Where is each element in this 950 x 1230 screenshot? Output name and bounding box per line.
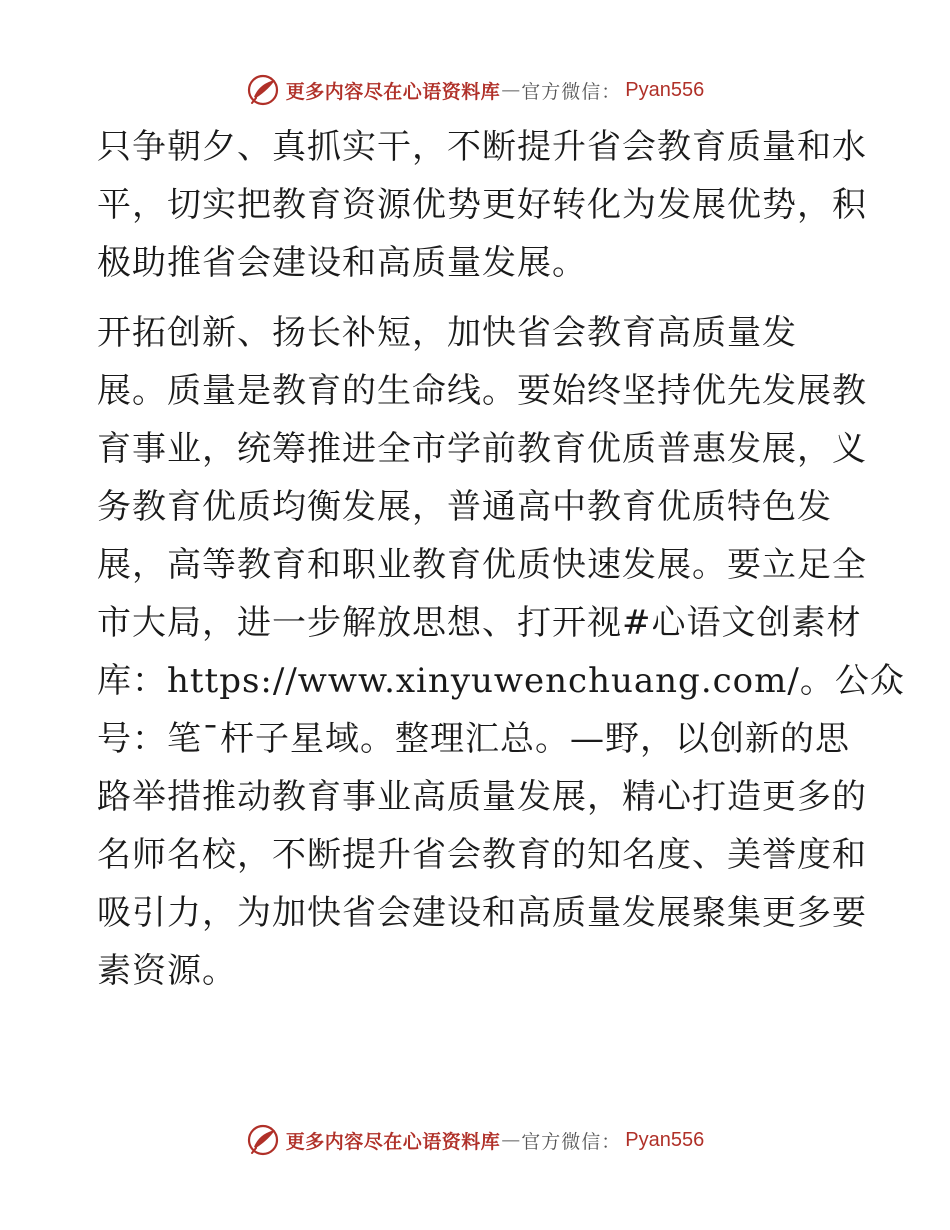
banner-account-id: Pyan556 [625, 78, 705, 101]
text-line: 号：笔¯杆子星域。整理汇总。—野，以创新的思 [97, 719, 850, 759]
text-line: 市大局，进一步解放思想、打开视#心语文创素材 [97, 603, 862, 643]
text-line: 素资源。 [97, 951, 237, 991]
text-line: 开拓创新、扬长补短，加快省会教育高质量发 [97, 313, 797, 353]
pen-nib-logo-icon [246, 73, 280, 107]
text-line: 名师名校，不断提升省会教育的知名度、美誉度和 [97, 835, 867, 875]
text-line: 极助推省会建设和高质量发展。 [97, 243, 587, 283]
text-line: 育事业，统筹推进全市学前教育优质普惠发展，义 [97, 429, 867, 469]
banner-account-id: Pyan556 [625, 1128, 705, 1151]
document-body [97, 118, 905, 1000]
pen-nib-logo-icon [246, 1123, 280, 1157]
text-line: 展。质量是教育的生命线。要始终坚持优先发展教 [97, 371, 867, 411]
header-banner [0, 70, 950, 110]
banner-separator: — [501, 79, 521, 101]
text-line: 库：https://www.xinyuwenchuang.com/。公众 [97, 661, 905, 701]
banner-separator: — [501, 1129, 521, 1151]
text-line: 展，高等教育和职业教育优质快速发展。要立足全 [97, 545, 867, 585]
text-line: 路举措推动教育事业高质量发展，精心打造更多的 [97, 777, 867, 817]
text-line: 务教育优质均衡发展，普通高中教育优质特色发 [97, 487, 832, 527]
text-line: 吸引力，为加快省会建设和高质量发展聚集更多要 [97, 893, 867, 933]
banner-brand-text: 更多内容尽在心语资料库 [285, 80, 501, 103]
text-line: 只争朝夕、真抓实干，不断提升省会教育质量和水 [97, 127, 867, 167]
banner-brand-text: 更多内容尽在心语资料库 [285, 1130, 501, 1153]
paragraph-2 [97, 304, 905, 1000]
banner-wechat-label: 官方微信： [521, 1130, 622, 1153]
paragraph-1 [97, 118, 867, 292]
text-line: 平，切实把教育资源优势更好转化为发展优势，积 [97, 185, 867, 225]
footer-banner [0, 1120, 950, 1160]
banner-wechat-label: 官方微信： [521, 80, 622, 103]
